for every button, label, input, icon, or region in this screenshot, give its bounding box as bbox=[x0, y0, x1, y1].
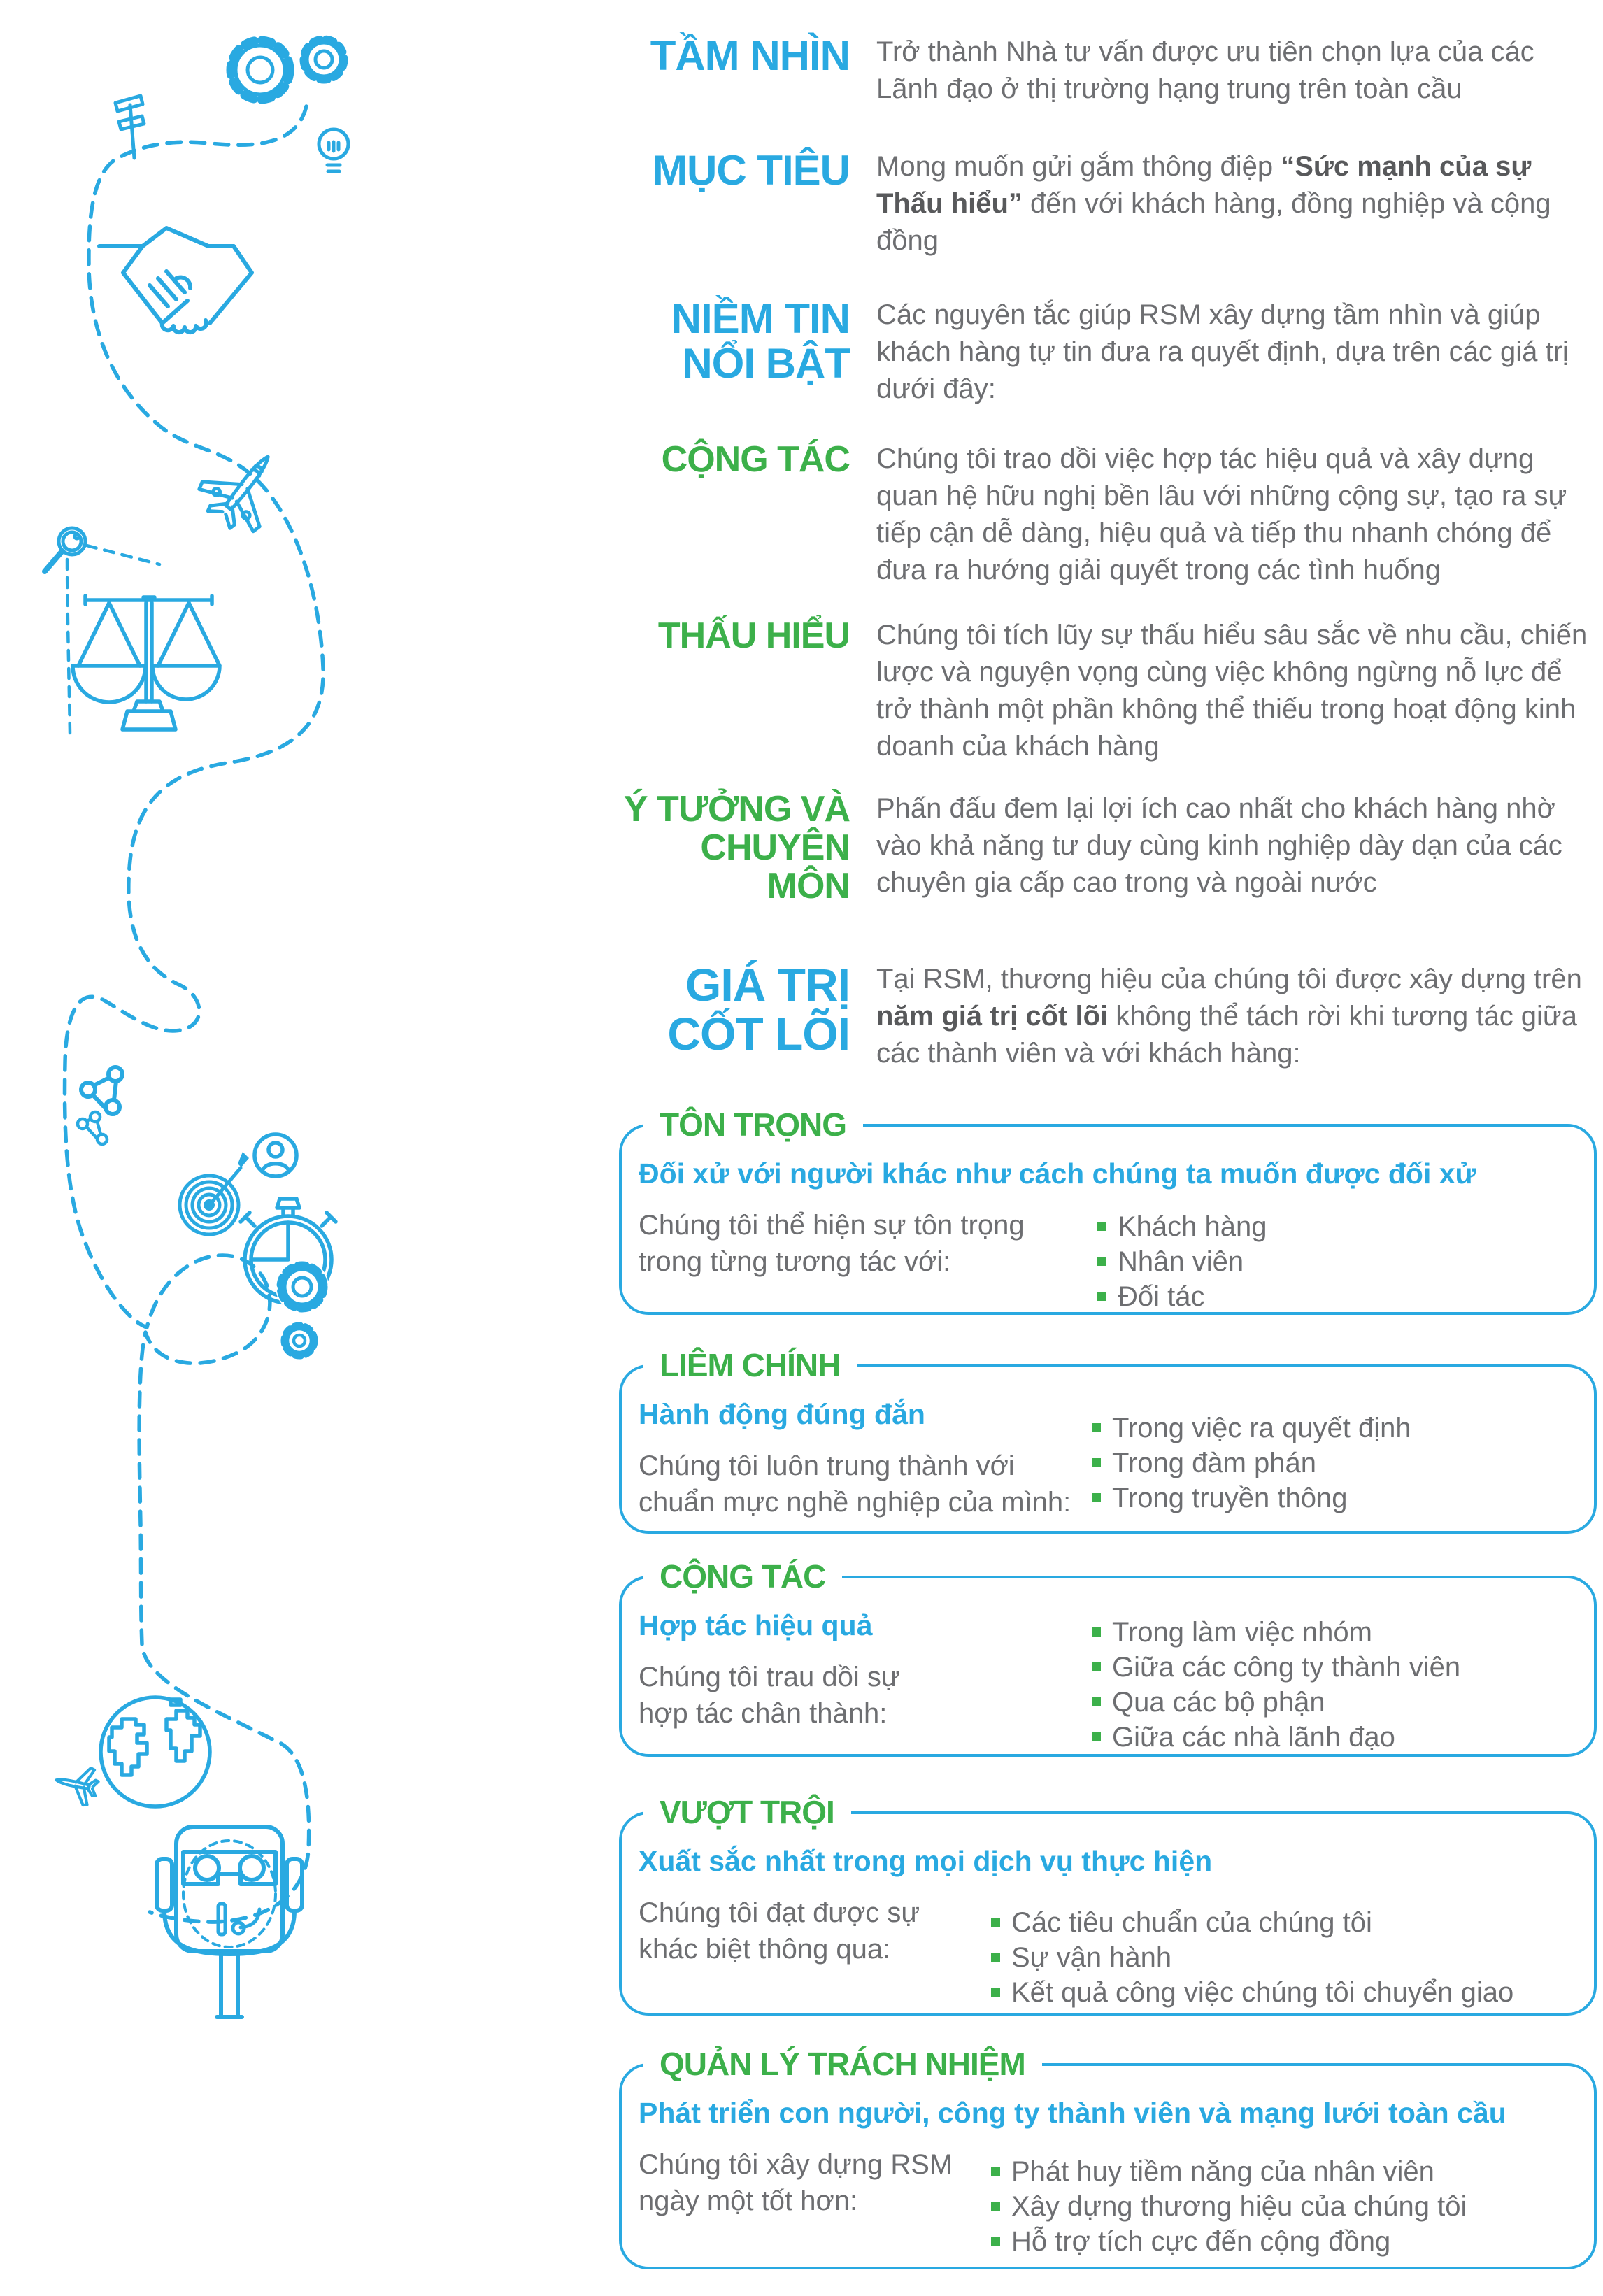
journey-illustration bbox=[0, 0, 615, 2296]
bullet-square-icon bbox=[1092, 1458, 1101, 1467]
value-box-lead: Chúng tôi trau dồi sự hợp tác chân thành: bbox=[639, 1662, 900, 1729]
bullet-item: Các tiêu chuẩn của chúng tôi bbox=[991, 1905, 1513, 1940]
gear-icon bbox=[284, 1325, 315, 1356]
value-box-subtitle: Xuất sắc nhất trong mọi dịch vụ thực hiện bbox=[639, 1845, 1213, 1877]
value-box-bullets bbox=[1092, 1411, 1411, 1516]
signpost-icon bbox=[115, 96, 144, 158]
bullet-square-icon bbox=[1092, 1423, 1101, 1432]
bullet-square-icon bbox=[1097, 1257, 1106, 1266]
section-text-ideas: Phấn đấu đem lại lợi ích cao nhất cho khách hàng nhờ vào khả năng tư duy cùng kinh nghiệp dày dạn của các chuyên gia cấp cao trong và ngoài nước bbox=[876, 793, 1562, 898]
section-vision bbox=[615, 34, 1597, 108]
value-box-lead: Chúng tôi thể hiện sự tôn trọng trong từng tương tác với: bbox=[639, 1210, 1025, 1277]
value-box-title: LIÊM CHÍNH bbox=[643, 1346, 857, 1384]
section-understanding bbox=[615, 617, 1597, 765]
section-beliefs bbox=[615, 297, 1597, 408]
value-box-bullets bbox=[991, 1905, 1513, 2010]
value-box-subtitle: Phát triển con người, công ty thành viên và mạng lưới toàn cầu bbox=[639, 2097, 1506, 2129]
gears-icon bbox=[231, 39, 344, 99]
value-box-title: CỘNG TÁC bbox=[643, 1557, 842, 1595]
bullet-item: Trong làm việc nhóm bbox=[1092, 1615, 1460, 1650]
globe-icon bbox=[101, 1697, 210, 1806]
value-box-title: VƯỢT TRỘI bbox=[643, 1793, 851, 1831]
value-box-bullets bbox=[1097, 1209, 1267, 1314]
bullet-square-icon bbox=[991, 1988, 1000, 1997]
bullet-item: Giữa các nhà lãnh đạo bbox=[1092, 1720, 1460, 1755]
section-text-core-values: Tại RSM, thương hiệu của chúng tôi được xây dựng trên năm giá trị cốt lõi không thể tách rời khi tương tác giữa các thành viên và với khách hàng: bbox=[876, 964, 1582, 1069]
stopwatch-icon bbox=[241, 1199, 336, 1313]
bullet-square-icon bbox=[1092, 1732, 1101, 1741]
bullet-square-icon bbox=[991, 1953, 1000, 1962]
bullet-square-icon bbox=[991, 1918, 1000, 1927]
section-collaboration bbox=[615, 441, 1597, 589]
bullet-item: Trong truyền thông bbox=[1092, 1481, 1411, 1516]
value-box-collaboration bbox=[619, 1558, 1597, 1757]
small-plane-icon bbox=[52, 1762, 101, 1807]
bullet-square-icon bbox=[1097, 1222, 1106, 1231]
section-label-collaboration: CỘNG TÁC bbox=[661, 439, 850, 480]
network-icon bbox=[78, 1067, 122, 1144]
bullet-square-icon bbox=[991, 2202, 1000, 2211]
bullet-item: Đối tác bbox=[1097, 1279, 1267, 1314]
value-box-lead: Chúng tôi luôn trung thành với chuẩn mực nghề nghiệp của mình: bbox=[639, 1450, 1071, 1518]
section-text-understanding: Chúng tôi tích lũy sự thấu hiểu sâu sắc về nhu cầu, chiến lược và nguyện vọng cùng việc không ngừng nỗ lực để trở thành một phần không thể thiếu trong hoạt động kinh doanh của khách hàng bbox=[876, 620, 1588, 762]
bullet-item: Xây dựng thương hiệu của chúng tôi bbox=[991, 2189, 1467, 2224]
journey-path bbox=[64, 106, 323, 1922]
bullet-square-icon bbox=[991, 2167, 1000, 2176]
bullet-square-icon bbox=[991, 2237, 1000, 2246]
value-box-subtitle: Hợp tác hiệu quả bbox=[639, 1609, 873, 1641]
value-box-subtitle: Hành động đúng đắn bbox=[639, 1398, 925, 1430]
section-label-beliefs: NIỀM TIN NỔI BẬT bbox=[671, 295, 850, 387]
section-text-beliefs: Các nguyên tắc giúp RSM xây dựng tầm nhìn và giúp khách hàng tự tin đưa ra quyết định, dựa trên các giá trị dưới đây: bbox=[876, 299, 1569, 404]
bullet-square-icon bbox=[1092, 1493, 1101, 1502]
handshake-icon bbox=[99, 228, 252, 332]
section-label-vision: TẦM NHÌN bbox=[650, 32, 850, 79]
bullet-item: Hỗ trợ tích cực đến cộng đồng bbox=[991, 2224, 1467, 2259]
bullet-item: Kết quả công việc chúng tôi chuyển giao bbox=[991, 1975, 1513, 2010]
bullet-square-icon bbox=[1097, 1292, 1106, 1301]
lightbulb-icon bbox=[319, 129, 348, 171]
bullet-square-icon bbox=[1092, 1697, 1101, 1706]
bullet-square-icon bbox=[1092, 1662, 1101, 1671]
value-box-title: TÔN TRỌNG bbox=[643, 1106, 863, 1143]
bullet-item: Trong việc ra quyết định bbox=[1092, 1411, 1411, 1446]
bullet-item: Khách hàng bbox=[1097, 1209, 1267, 1244]
value-box-excellence bbox=[619, 1794, 1597, 2016]
value-box-stewardship bbox=[619, 2046, 1597, 2269]
section-goal bbox=[615, 148, 1597, 259]
person-icon bbox=[255, 1134, 297, 1176]
value-box-lead: Chúng tôi xây dựng RSM ngày một tốt hơn: bbox=[639, 2149, 953, 2216]
bullet-item: Phát huy tiềm năng của nhân viên bbox=[991, 2154, 1467, 2189]
bullet-item: Nhân viên bbox=[1097, 1244, 1267, 1279]
value-box-integrity bbox=[619, 1347, 1597, 1534]
value-box-title: QUẢN LÝ TRÁCH NHIỆM bbox=[643, 2045, 1042, 2083]
section-text-collaboration: Chúng tôi trao dồi việc hợp tác hiệu quả và xây dựng quan hệ hữu nghị bền lâu với những cộng sự, tạo ra sự tiếp cận dễ dàng, hiệu quả và tiếp thu nhanh chóng để đưa ra hướng giải quyết trong các tình huống bbox=[876, 443, 1567, 585]
target-icon bbox=[180, 1152, 249, 1234]
section-label-core-values: GIÁ TRỊ CỐT LÕI bbox=[667, 959, 850, 1060]
value-box-lead: Chúng tôi đạt được sự khác biệt thông qua: bbox=[639, 1897, 920, 1965]
bullet-item: Giữa các công ty thành viên bbox=[1092, 1650, 1460, 1685]
section-label-understanding: THẤU HIỂU bbox=[657, 615, 850, 656]
value-box-respect bbox=[619, 1106, 1597, 1315]
section-core-values bbox=[615, 961, 1597, 1072]
bullet-item: Trong đàm phán bbox=[1092, 1446, 1411, 1481]
value-box-bullets bbox=[991, 2154, 1467, 2259]
section-label-goal: MỤC TIÊU bbox=[653, 147, 850, 194]
value-box-bullets bbox=[1092, 1615, 1460, 1755]
scales-icon bbox=[73, 596, 220, 729]
section-label-ideas: Ý TƯỞNG VÀ CHUYÊN MÔN bbox=[623, 789, 850, 907]
bullet-item: Sự vận hành bbox=[991, 1940, 1513, 1975]
section-text-goal: Mong muốn gửi gắm thông điệp “Sức mạnh của sự Thấu hiểu” đến với khách hàng, đồng nghiệp và cộng đồng bbox=[876, 151, 1551, 256]
section-ideas bbox=[615, 790, 1597, 906]
section-text-vision: Trở thành Nhà tư vấn được ưu tiên chọn lựa của các Lãnh đạo ở thị trường hạng trung trên toàn cầu bbox=[876, 36, 1534, 104]
binoculars-viewer-icon bbox=[157, 1827, 302, 2017]
bullet-square-icon bbox=[1092, 1627, 1101, 1637]
value-box-subtitle: Đối xử với người khác như cách chúng ta muốn được đối xử bbox=[639, 1157, 1476, 1190]
bullet-item: Qua các bộ phận bbox=[1092, 1685, 1460, 1720]
